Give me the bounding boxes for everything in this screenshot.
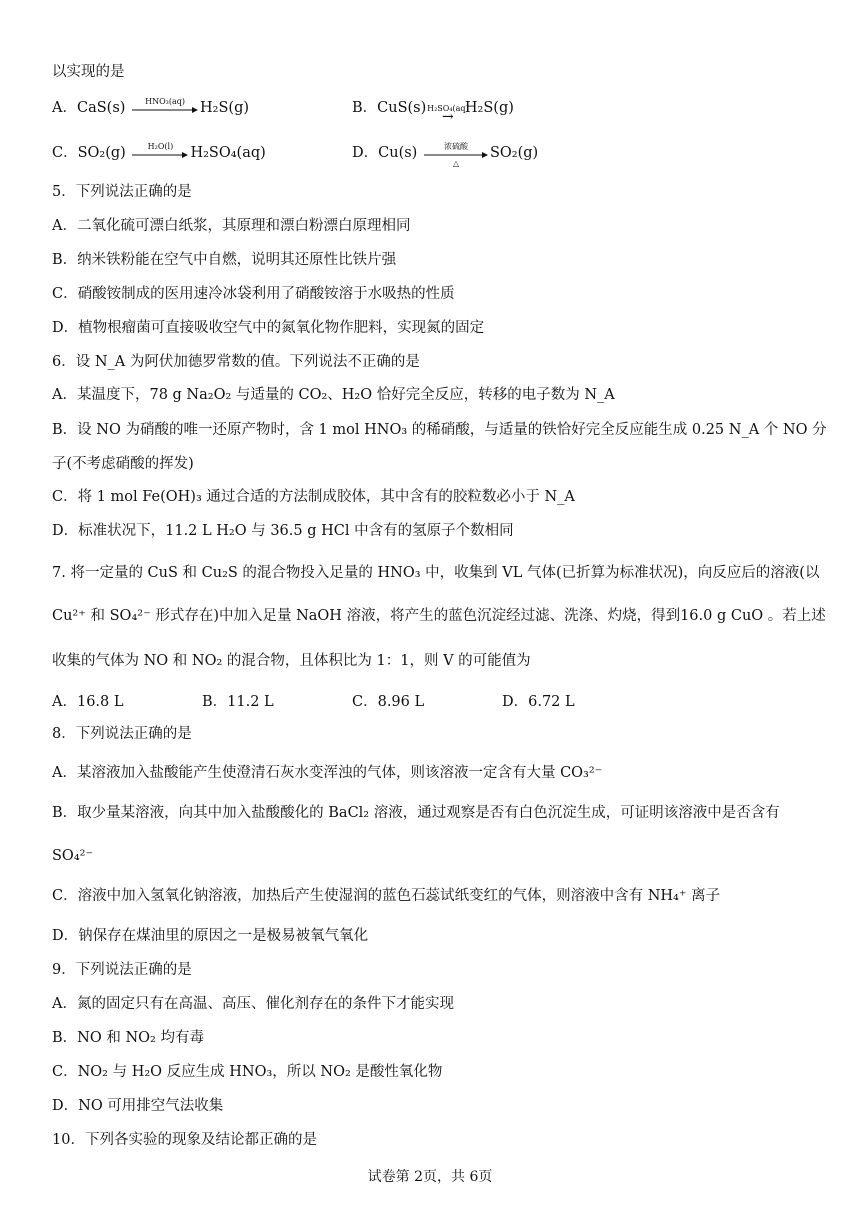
q8-option-d: D．钠保存在煤油里的原因之一是极易被氧气氧化 (52, 928, 369, 944)
q7-option-a: A．16.8 L (52, 694, 124, 710)
q9-option-d: D．NO 可用排空气法收集 (52, 1098, 224, 1114)
q6-option-a: A．某温度下，78 g Na₂O₂ 与适量的 CO₂、H₂O 恰好完全反应，转移的电子数为 N_A (52, 387, 615, 403)
q5-option-c: C．硝酸铵制成的医用速冷冰袋利用了硝酸铵溶于水吸热的性质 (52, 286, 455, 302)
q6-option-d: D．标准状况下，11.2 L H₂O 与 36.5 g HCl 中含有的氢原子个数相同 (52, 523, 514, 539)
reaction-arrow-icon: H₂SO₄(aq) → (427, 104, 469, 125)
q9-option-a: A．氮的固定只有在高温、高压、催化剂存在的条件下才能实现 (52, 996, 454, 1012)
q4-option-d: D．Cu(s) 浓硫酸 △ SO₂(g) (352, 142, 539, 168)
q6-stem: 6．设 N_A 为阿伏加德罗常数的值。下列说法不正确的是 (52, 354, 420, 370)
q7-option-d: D．6.72 L (502, 694, 575, 710)
q5-option-a: A．二氧化硫可漂白纸浆，其原理和漂白粉漂白原理相同 (52, 218, 411, 234)
q5-stem: 5．下列说法正确的是 (52, 184, 192, 200)
q4-option-a: A．CaS(s) HNO₃(aq) H₂S(g) (52, 93, 249, 123)
q8-stem: 8．下列说法正确的是 (52, 726, 192, 742)
q7-stem-line-1: 7. 将一定量的 CuS 和 Cu₂S 的混合物投入足量的 HNO₃ 中，收集到 VL 气体(已折算为标准状况)，向反应后的溶液(以 (52, 565, 820, 581)
q4-option-c: C．SO₂(g) H₂O(l) H₂SO₄(aq) (52, 138, 266, 168)
reaction-arrow-icon: 浓硫酸 △ (424, 142, 488, 164)
q8-option-a: A．某溶液加入盐酸能产生使澄清石灰水变浑浊的气体，则该溶液一定含有大量 CO₃²⁻ (52, 765, 603, 781)
q9-stem: 9．下列说法正确的是 (52, 962, 192, 978)
q9-option-c: C．NO₂ 与 H₂O 反应生成 HNO₃，所以 NO₂ 是酸性氧化物 (52, 1064, 443, 1080)
q4-options-row-1 (52, 93, 812, 123)
q8-option-b-line-2: SO₄²⁻ (52, 848, 94, 864)
q7-option-c: C．8.96 L (352, 694, 425, 710)
q7-stem-line-2: Cu²⁺ 和 SO₄²⁻ 形式存在)中加入足量 NaOH 溶液，将产生的蓝色沉淀经过滤、洗涤、灼烧，得到16.0 g CuO 。若上述 (52, 608, 826, 624)
page-footer: 试卷第 2页，共 6页 (367, 1169, 493, 1185)
q4-option-b: B．CuS(s) H₂SO₄(aq) → H₂S(g) (352, 93, 514, 123)
q8-option-c: C．溶液中加入氢氧化钠溶液，加热后产生使湿润的蓝色石蕊试纸变红的气体，则溶液中含有 NH₄⁺ 离子 (52, 888, 721, 904)
q9-option-b: B．NO 和 NO₂ 均有毒 (52, 1030, 204, 1046)
q8-option-b-line-1: B．取少量某溶液，向其中加入盐酸酸化的 BaCl₂ 溶液，通过观察是否有白色沉淀生成，可证明该溶液中是否含有 (52, 805, 780, 821)
q6-option-b-line-1: B．设 NO 为硝酸的唯一还原产物时，含 1 mol HNO₃ 的稀硝酸，与适量的铁恰好完全反应能生成 0.25 N_A 个 NO 分 (52, 422, 827, 438)
q7-stem-line-3: 收集的气体为 NO 和 NO₂ 的混合物，且体积比为 1：1，则 V 的可能值为 (52, 653, 531, 669)
q5-option-b: B．纳米铁粉能在空气中自燃，说明其还原性比铁片强 (52, 252, 397, 268)
q4-options-row-2 (52, 138, 812, 168)
q7-option-b: B．11.2 L (202, 694, 274, 710)
q5-option-d: D．植物根瘤菌可直接吸收空气中的氮氧化物作肥料，实现氮的固定 (52, 320, 485, 336)
q6-option-b-line-2: 子(不考虑硝酸的挥发) (52, 456, 194, 472)
reaction-arrow-icon: H₂O(l) (132, 142, 188, 164)
q10-stem: 10．下列各实验的现象及结论都正确的是 (52, 1132, 317, 1148)
intro-text: 以实现的是 (52, 64, 125, 80)
reaction-arrow-icon: HNO₃(aq) (132, 97, 198, 119)
q6-option-c: C．将 1 mol Fe(OH)₃ 通过合适的方法制成胶体，其中含有的胶粒数必小于 N_A (52, 489, 575, 505)
